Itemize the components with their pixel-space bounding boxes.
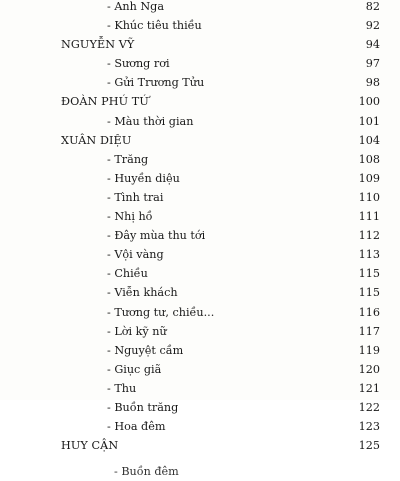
toc-entry bbox=[0, 322, 400, 341]
toc-entry-title: - Vội vàng bbox=[107, 248, 164, 262]
toc-entry-page: 111 bbox=[358, 210, 380, 224]
toc-entry-page: 110 bbox=[358, 190, 380, 204]
toc-entry-page: 125 bbox=[358, 439, 380, 453]
toc-entry-title: - Huyền diệu bbox=[107, 171, 180, 185]
toc-entry-page: 115 bbox=[358, 267, 380, 281]
toc-entry-page: 115 bbox=[358, 286, 380, 300]
toc-entry-title: - Khúc tiêu thiều bbox=[107, 19, 202, 33]
toc-entry-title: - Nhị hồ bbox=[107, 210, 153, 224]
toc-entry bbox=[0, 245, 400, 264]
toc-entry-page: 101 bbox=[358, 114, 380, 128]
toc-author-heading bbox=[0, 131, 400, 150]
toc-entry bbox=[0, 379, 400, 398]
toc-entry-title: - Đây mùa thu tới bbox=[107, 229, 206, 243]
toc-entry bbox=[0, 341, 400, 360]
toc-entry-page: 104 bbox=[358, 133, 380, 147]
toc-entry bbox=[0, 398, 400, 417]
toc-entry-page: 92 bbox=[365, 19, 380, 33]
toc-entry-title: - Tình trai bbox=[107, 190, 164, 204]
toc-entry-page: 97 bbox=[365, 57, 380, 71]
toc-entry-page: 100 bbox=[358, 95, 380, 109]
toc-entry-page: 82 bbox=[365, 0, 380, 13]
toc-author-name: NGUYỄN VỸ bbox=[61, 38, 135, 52]
toc-entry-title: - Tương tư, chiều... bbox=[107, 305, 215, 319]
toc-entry-title: - Viễn khách bbox=[107, 286, 178, 300]
toc-entry bbox=[0, 417, 400, 436]
toc-entry-title: - Chiều bbox=[107, 267, 148, 281]
toc-entry-page: 98 bbox=[365, 76, 380, 90]
toc-entry-title: - Nguyệt cầm bbox=[107, 343, 184, 357]
toc-entry-page: 116 bbox=[358, 305, 380, 319]
toc-author-heading bbox=[0, 436, 400, 455]
toc-entry-title: - Gửi Trương Tửu bbox=[107, 76, 205, 90]
toc-entry-title: - Anh Nga bbox=[107, 0, 165, 13]
toc-entry bbox=[0, 226, 400, 245]
toc-entry-page: 94 bbox=[365, 38, 380, 52]
toc-entry-title: - Lời kỹ nữ bbox=[107, 324, 167, 338]
toc-entry bbox=[0, 188, 400, 207]
toc-entry-title: - Trăng bbox=[107, 152, 149, 166]
toc-entry-page: 117 bbox=[358, 324, 380, 338]
toc-entry-page: 120 bbox=[358, 362, 380, 376]
toc-author-heading bbox=[0, 92, 400, 111]
toc-entry-title: - Màu thời gian bbox=[107, 114, 194, 128]
toc-entry-page: 122 bbox=[358, 400, 380, 414]
toc-entry bbox=[0, 112, 400, 131]
toc-entry bbox=[0, 0, 400, 16]
toc-entry bbox=[0, 73, 400, 92]
toc-author-name: XUÂN DIỆU bbox=[61, 133, 132, 147]
toc-author-heading bbox=[0, 35, 400, 54]
toc-entry-title: - Buồn đêm bbox=[114, 465, 179, 479]
toc-entry-title: - Giục giã bbox=[107, 362, 162, 376]
toc-entry bbox=[0, 54, 400, 73]
toc-entry-page: 112 bbox=[358, 229, 380, 243]
toc-author-name: HUY CẬN bbox=[61, 439, 119, 453]
toc-entry-title: - Sương rơi bbox=[107, 57, 170, 71]
toc-entry bbox=[0, 303, 400, 322]
toc-author-name: ĐOÀN PHÚ TỨ bbox=[61, 95, 149, 109]
toc-entry bbox=[0, 283, 400, 302]
toc-entry-title: - Buồn trăng bbox=[107, 400, 179, 414]
toc-entry bbox=[0, 360, 400, 379]
toc-entry bbox=[0, 150, 400, 169]
toc-entry-title: - Thu bbox=[107, 381, 137, 395]
toc-entry-page: 108 bbox=[358, 152, 380, 166]
toc-entry-clipped bbox=[0, 455, 400, 479]
toc-entry-page: 113 bbox=[358, 248, 380, 262]
toc-entry-page: 119 bbox=[358, 343, 380, 357]
toc-entry-title: - Hoa đêm bbox=[107, 420, 166, 434]
toc-entry-page: 121 bbox=[358, 381, 380, 395]
toc-entry-page: 109 bbox=[358, 171, 380, 185]
toc-entry bbox=[0, 169, 400, 188]
toc-entry bbox=[0, 207, 400, 226]
toc-entry bbox=[0, 16, 400, 35]
toc-entry-page: 123 bbox=[358, 420, 380, 434]
toc-entry bbox=[0, 264, 400, 283]
